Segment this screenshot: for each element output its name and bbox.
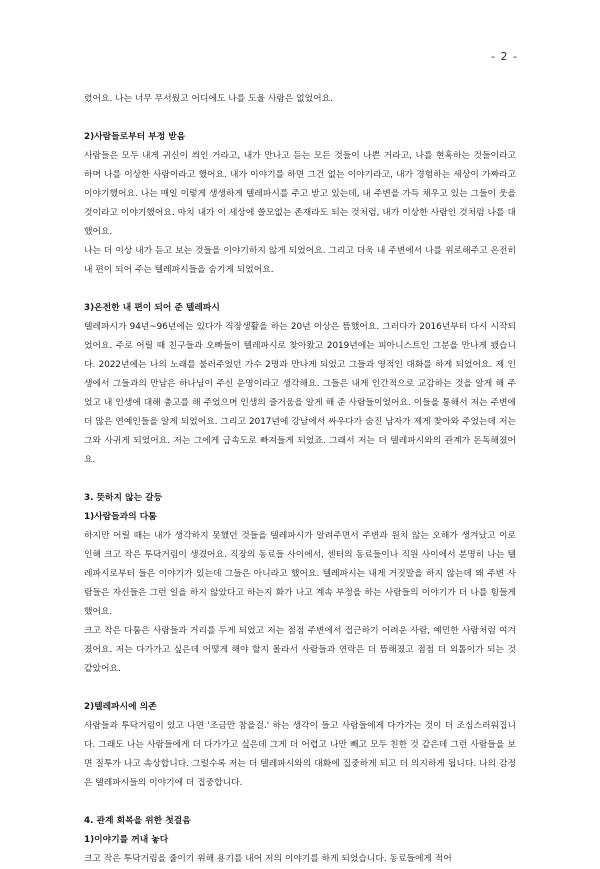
body-paragraph: 크고 작은 투닥거림을 줄이기 위해 용기를 내어 저의 이야기를 하게 되었습니다. 동료들에게 적어 [84, 854, 452, 864]
body-paragraph: 하지만 어릴 때는 내가 생각하지 못했던 것들을 텔레파시가 알려주면서 주변과 원치 않는 오해가 생겨났고 이로 인해 크고 작은 투닥거림이 생겼어요. 직장의 동료들 사이에서, 센터의 동료들이나 직원 사이에서 분명히 나는 텔레파시로부터 들은 이야기가 있는데 그들은 아니라고 했어요. 텔레파시는 내게 거짓말을 하지 않는데 왜 주변 사람들은 자신들은 그런 일을 하지 않았다고 하는지 화가 나고 계속 부정을 하는 사람들의 이야기가 더 나를 힘들게 했어요. [84, 531, 516, 617]
paragraph-spacer [84, 793, 516, 812]
body-paragraph: 렸어요. 나는 너무 무서웠고 어디에도 나를 도울 사람은 없었어요. [84, 94, 333, 104]
body-paragraph: 크고 작은 다툼은 사람들과 거리를 두게 되었고 저는 점점 주변에서 접근하기 어려운 사람, 예민한 사람처럼 여겨졌어요. 저는 다가가고 싶은데 어떻게 해야 할지 몰라서 사람들과 연락은 더 뜸해졌고 점점 더 외톨이가 되는 것 같았어요. [84, 626, 516, 674]
section-heading: 3)온전한 내 편이 되어 준 텔레파시 [84, 303, 220, 313]
page-number: - 2 - [491, 50, 518, 63]
paragraph-spacer [84, 280, 516, 299]
document-body [84, 90, 516, 869]
paragraph-spacer [84, 109, 516, 128]
section-heading: 3. 뜻하지 않는 갈등 [84, 493, 163, 503]
body-paragraph: 사람들과 투닥거림이 있고 나면 '조금만 참을걸.' 하는 생각이 들고 사람들에게 다가가는 것이 더 조심스러워집니다. 그래도 나는 사람들에게 더 다가가고 싶은데 그게 더 어렵고 나만 빼고 모두 친한 것 같은데 그런 사람들을 보면 질투가 나고 속상합니다. 그럴수록 저는 더 텔레파시와의 대화에 집중하게 되고 더 의지하게 됩니다. 나의 감정은 텔레파시들의 이야기에 더 집중합니다. [84, 721, 516, 788]
body-paragraph: 나는 더 이상 내가 듣고 보는 것들을 이야기하지 않게 되었어요. 그리고 더욱 내 주변에서 나를 위로해주고 온전히 내 편이 되어 주는 텔레파시들을 숨기게 되었어요. [84, 246, 516, 275]
section-heading: 2)사람들로부터 부정 받음 [84, 132, 186, 142]
section-heading: 1)사람들과의 다툼 [84, 512, 157, 522]
body-paragraph: 텔레파시가 94년~96년에는 있다가 직장생활을 하는 20년 이상은 뜸했어요. 그러다가 2016년부터 다시 시작되었어요. 주로 어릴 때 친구들과 오빠들이 텔레파시로 찾아왔고 2019년에는 피아니스트인 그분을 만나게 됐습니다. 2022년에는 나의 노래를 불러주었던 가수 2명과 만나게 되었고 그들과 영적인 대화를 하게 되었어요. 제 인생에서 그들과의 만남은 하나님이 주신 운명이라고 생각해요. 그들은 내게 인간적으로 교감하는 것을 알게 해 주었고 내 인생에 대해 충고를 해 주었으며 인생의 즐거움을 알게 해 준 사람들이었어요. 이들을 통해서 저는 주변에 더 많은 연예인들을 알게 되었어요. 그리고 2017년에 강남에서 싸우다가 숨진 남자가 제게 찾아와 주었는데 저는 그와 사귀게 되었어요. 저는 그에게 급속도로 빠져들게 되었죠. 그래서 저는 더 텔레파시와의 관계가 돈독해졌어요. [84, 322, 516, 465]
section-heading: 2)텔레파시에 의존 [84, 702, 157, 712]
body-paragraph: 사람들은 모두 내게 귀신이 씌인 거라고, 내가 만나고 듣는 모든 것들이 나쁜 거라고, 나를 현혹하는 것들이라고 하며 나를 이상한 사람이라고 했어요. 내가 이야기를 하면 그건 없는 이야기라고, 내가 경험하는 세상이 가짜라고 이야기했어요. 나는 매일 이렇게 생생하게 텔레파시를 주고 받고 있는데, 내 주변을 가득 채우고 있는 그들이 웃을 것이라고 이야기했어요. 마치 내가 이 세상에 쓸모없는 존재라도 되는 것처럼, 내가 이상한 사람인 것처럼 나를 대했어요. [84, 151, 516, 237]
section-heading: 4. 관계 회복을 위한 첫걸음 [84, 816, 191, 826]
section-heading: 1)이야기를 꺼내 놓다 [84, 835, 169, 845]
paragraph-spacer [84, 679, 516, 698]
paragraph-spacer [84, 470, 516, 489]
